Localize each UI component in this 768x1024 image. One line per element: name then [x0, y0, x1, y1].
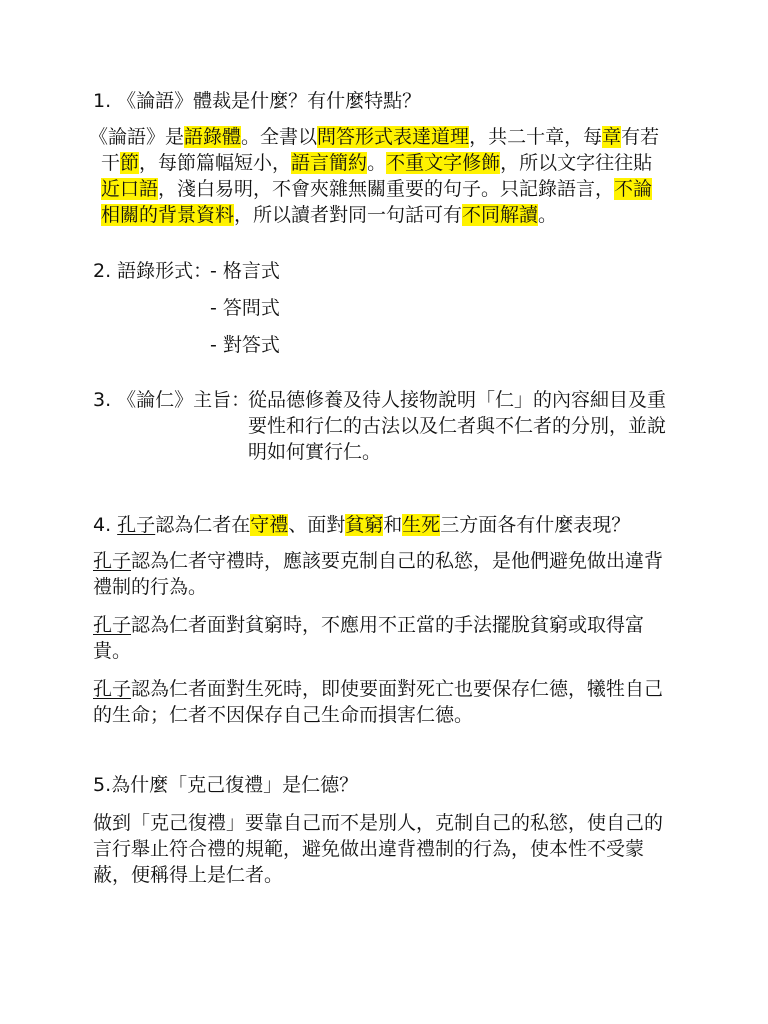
form-item-2: - 答問式 [210, 297, 280, 319]
underlined-name: 孔子 [93, 550, 132, 572]
text-segment: 認為仁者面對貧窮時，不應用不正當的手法擺脫貧窮或取得富 [131, 614, 645, 636]
q4-answer-2-line-1 [93, 612, 644, 638]
highlighted-text: 守禮 [250, 514, 289, 536]
q1-answer-line-2 [101, 150, 652, 176]
text-segment: ，所以文字往往貼 [500, 152, 653, 174]
q4-answer-3-line-2: 的生命；仁者不因保存自己生命而損害仁德。 [93, 704, 474, 726]
question-2-label: 2. 語錄形式： [93, 260, 213, 282]
highlighted-text: 章 [602, 126, 622, 148]
highlighted-text: 語錄體 [184, 126, 242, 148]
underlined-name: 孔子 [93, 678, 132, 700]
q5-answer-line-1: 做到「克己復禮」要靠自己而不是別人，克制自己的私慾，使自己的 [93, 812, 664, 834]
q1-answer-line-3 [101, 176, 652, 202]
highlighted-text: 問答形式表達道理 [317, 126, 470, 148]
q1-answer-line-4 [101, 202, 557, 228]
text-segment: 干 [101, 152, 121, 174]
form-item-3: - 對答式 [210, 334, 280, 356]
q4-answer-3-line-1 [93, 676, 663, 702]
question-3-label: 3. 《論仁》主旨： [93, 389, 251, 411]
q4-answer-2-line-2: 貴。 [93, 640, 132, 662]
q5-answer-line-3: 蔽，便稱得上是仁者。 [93, 864, 284, 886]
highlighted-text: 不論 [614, 178, 653, 200]
text-segment: ，淺白易明，不會夾雜無關重要的句子。只記錄語言， [158, 178, 615, 200]
highlighted-text: 語言簡約 [291, 152, 368, 174]
highlighted-text: 貧窮 [345, 514, 384, 536]
text-segment: 三方面各有什麼表現？ [440, 514, 631, 536]
question-4-title [93, 512, 630, 538]
text-segment: 、面對 [288, 514, 346, 536]
highlighted-text: 節 [120, 152, 140, 174]
text-segment: 認為仁者守禮時，應該要克制自己的私慾，是他們避免做出違背 [131, 550, 664, 572]
text-segment: 認為仁者在 [155, 514, 251, 536]
q5-answer-line-2: 言行舉止符合禮的規範，避免做出違背禮制的行為，使本性不受蒙 [93, 838, 645, 860]
underlined-name: 孔子 [117, 514, 156, 536]
highlighted-text: 生死 [402, 514, 441, 536]
q1-answer-line-1 [89, 124, 659, 150]
question-5-title: 5.為什麼「克己復禮」是仁德？ [93, 774, 359, 796]
q4-answer-1-line-1 [93, 548, 663, 574]
text-segment: 有若 [621, 126, 660, 148]
question-1-title: 1. 《論語》體裁是什麼？有什麼特點？ [93, 90, 422, 112]
q3-answer-line-2: 要性和行仁的古法以及仁者與不仁者的分別，並說 [248, 415, 667, 437]
highlighted-text: 近口語 [101, 178, 159, 200]
q3-answer-line-3: 明如何實行仁。 [248, 441, 382, 463]
q4-answer-1-line-2: 禮制的行為。 [93, 576, 208, 598]
text-segment: 。全書以 [241, 126, 318, 148]
text-segment: 。 [367, 152, 387, 174]
text-segment: 4. [93, 514, 118, 536]
text-segment: ，所以讀者對同一句話可有 [234, 204, 463, 226]
text-segment: ，每節篇幅短小， [139, 152, 292, 174]
highlighted-text: 不重文字修飾 [386, 152, 501, 174]
highlighted-text: 不同解讀 [462, 204, 539, 226]
highlighted-text: 相關的背景資料 [101, 204, 235, 226]
text-segment: 《論語》是 [89, 126, 185, 148]
text-segment: 認為仁者面對生死時，即使要面對死亡也要保存仁德，犧牲自己 [131, 678, 664, 700]
text-segment: ，共二十章，每 [469, 126, 603, 148]
text-segment: 和 [383, 514, 403, 536]
underlined-name: 孔子 [93, 614, 132, 636]
form-item-1: - 格言式 [210, 260, 280, 282]
text-segment: 。 [538, 204, 558, 226]
q3-answer-line-1: 從品德修養及待人接物說明「仁」的內容細目及重 [248, 389, 667, 411]
